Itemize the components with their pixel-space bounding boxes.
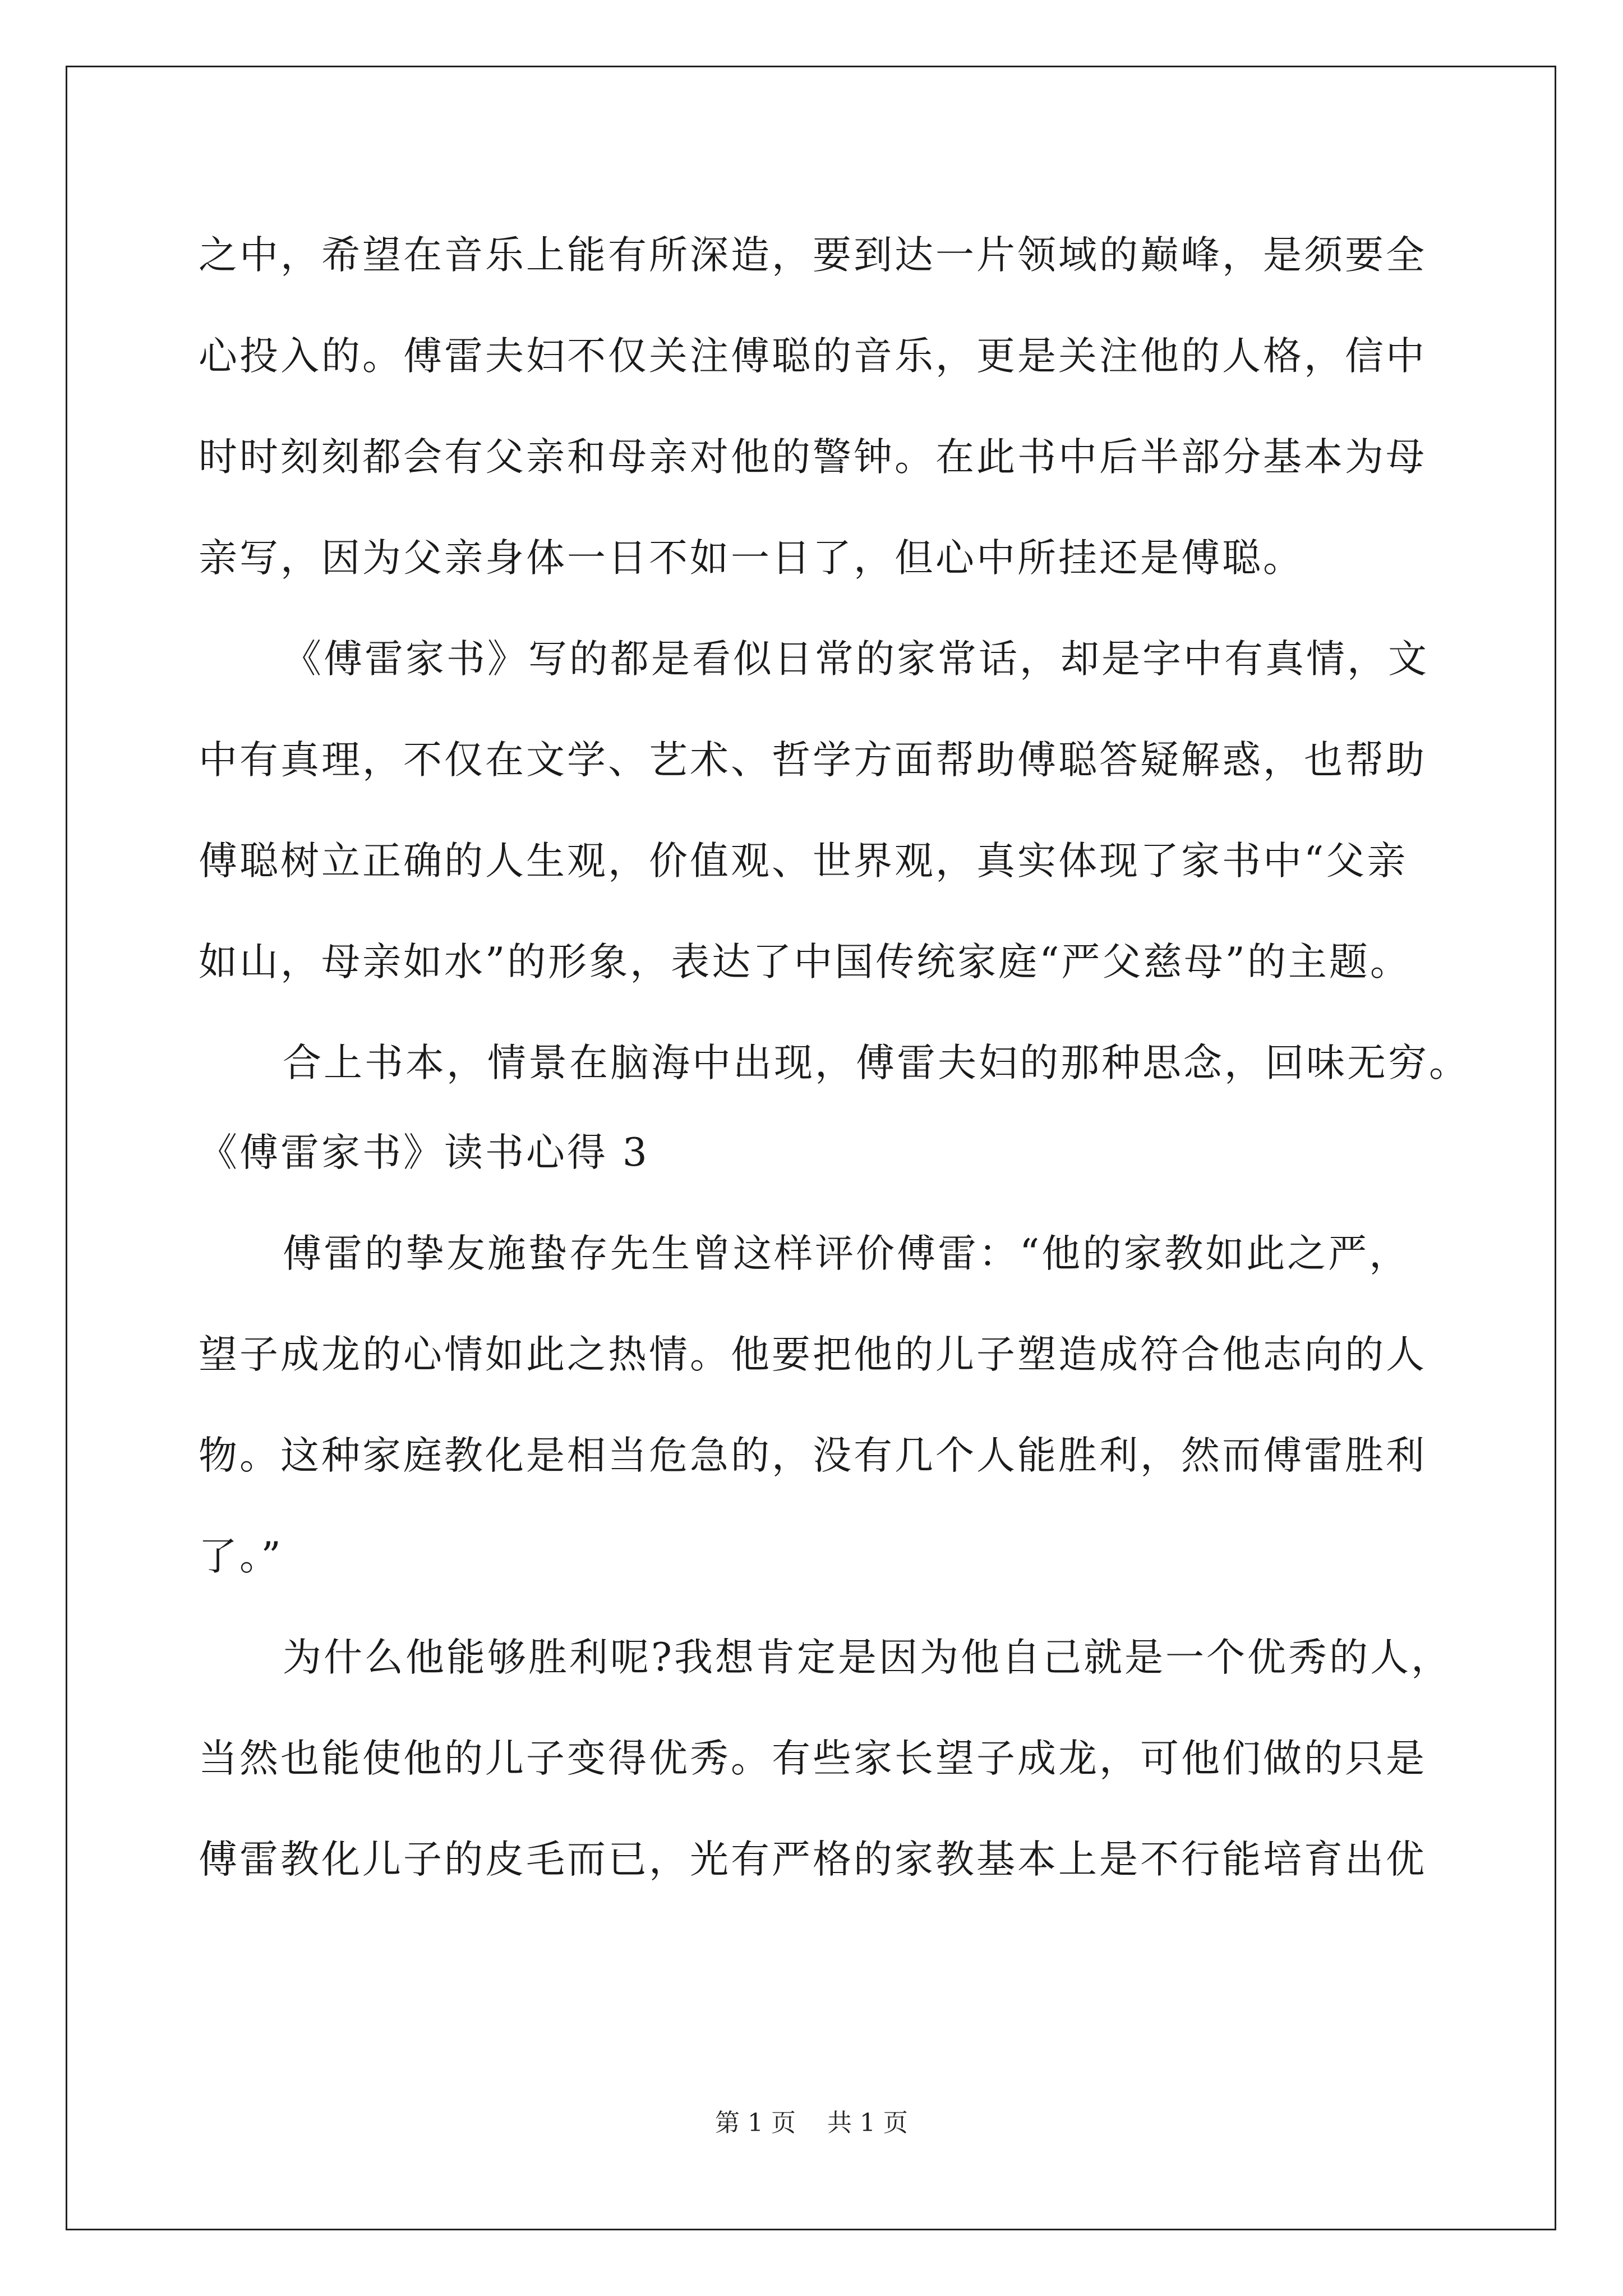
page-number-footer: 第 1 页 共 1 页: [715, 2109, 908, 2137]
text-line: 傅聪树立正确的人生观，价值观、世界观，真实体现了家书中“父亲: [199, 839, 1408, 884]
text-line: 合上书本，情景在脑海中出现，傅雷夫妇的那种思念，回味无穷。: [283, 1041, 1470, 1085]
text-line: 心投入的。傅雷夫妇不仅关注傅聪的音乐，更是关注他的人格，信中: [199, 334, 1427, 379]
text-line: 《傅雷家书》写的都是看似日常的家常话，却是字中有真情，文: [283, 637, 1429, 682]
text-line: 如山，母亲如水”的形象，表达了中国传统家庭“严父慈母”的主题。: [199, 940, 1411, 984]
text-line: 了。”: [199, 1534, 283, 1579]
text-line: 望子成龙的心情如此之热情。他要把他的儿子塑造成符合他志向的人: [199, 1332, 1427, 1377]
text-line: 傅雷教化儿子的皮毛而已，光有严格的家教基本上是不行能培育出优: [199, 1837, 1427, 1882]
text-line: 亲写，因为父亲身体一日不如一日了，但心中所挂还是傅聪。: [199, 536, 1304, 581]
text-line: 为什么他能够胜利呢?我想肯定是因为他自己就是一个优秀的人，: [283, 1635, 1452, 1680]
text-line: 傅雷的挚友施蛰存先生曾这样评价傅雷：“他的家教如此之严，: [283, 1231, 1410, 1276]
text-line: 物。这种家庭教化是相当危急的，没有几个人能胜利，然而傅雷胜利: [199, 1433, 1427, 1478]
text-line: 时时刻刻都会有父亲和母亲对他的警钟。在此书中后半部分基本为母: [199, 435, 1427, 480]
text-line: 之中，希望在音乐上能有所深造，要到达一片领域的巅峰，是须要全: [199, 233, 1427, 278]
text-line: 中有真理，不仅在文学、艺术、哲学方面帮助傅聪答疑解惑，也帮助: [199, 738, 1427, 783]
text-line: 当然也能使他的儿子变得优秀。有些家长望子成龙，可他们做的只是: [199, 1736, 1427, 1781]
section-heading: 《傅雷家书》读书心得 3: [199, 1130, 649, 1175]
